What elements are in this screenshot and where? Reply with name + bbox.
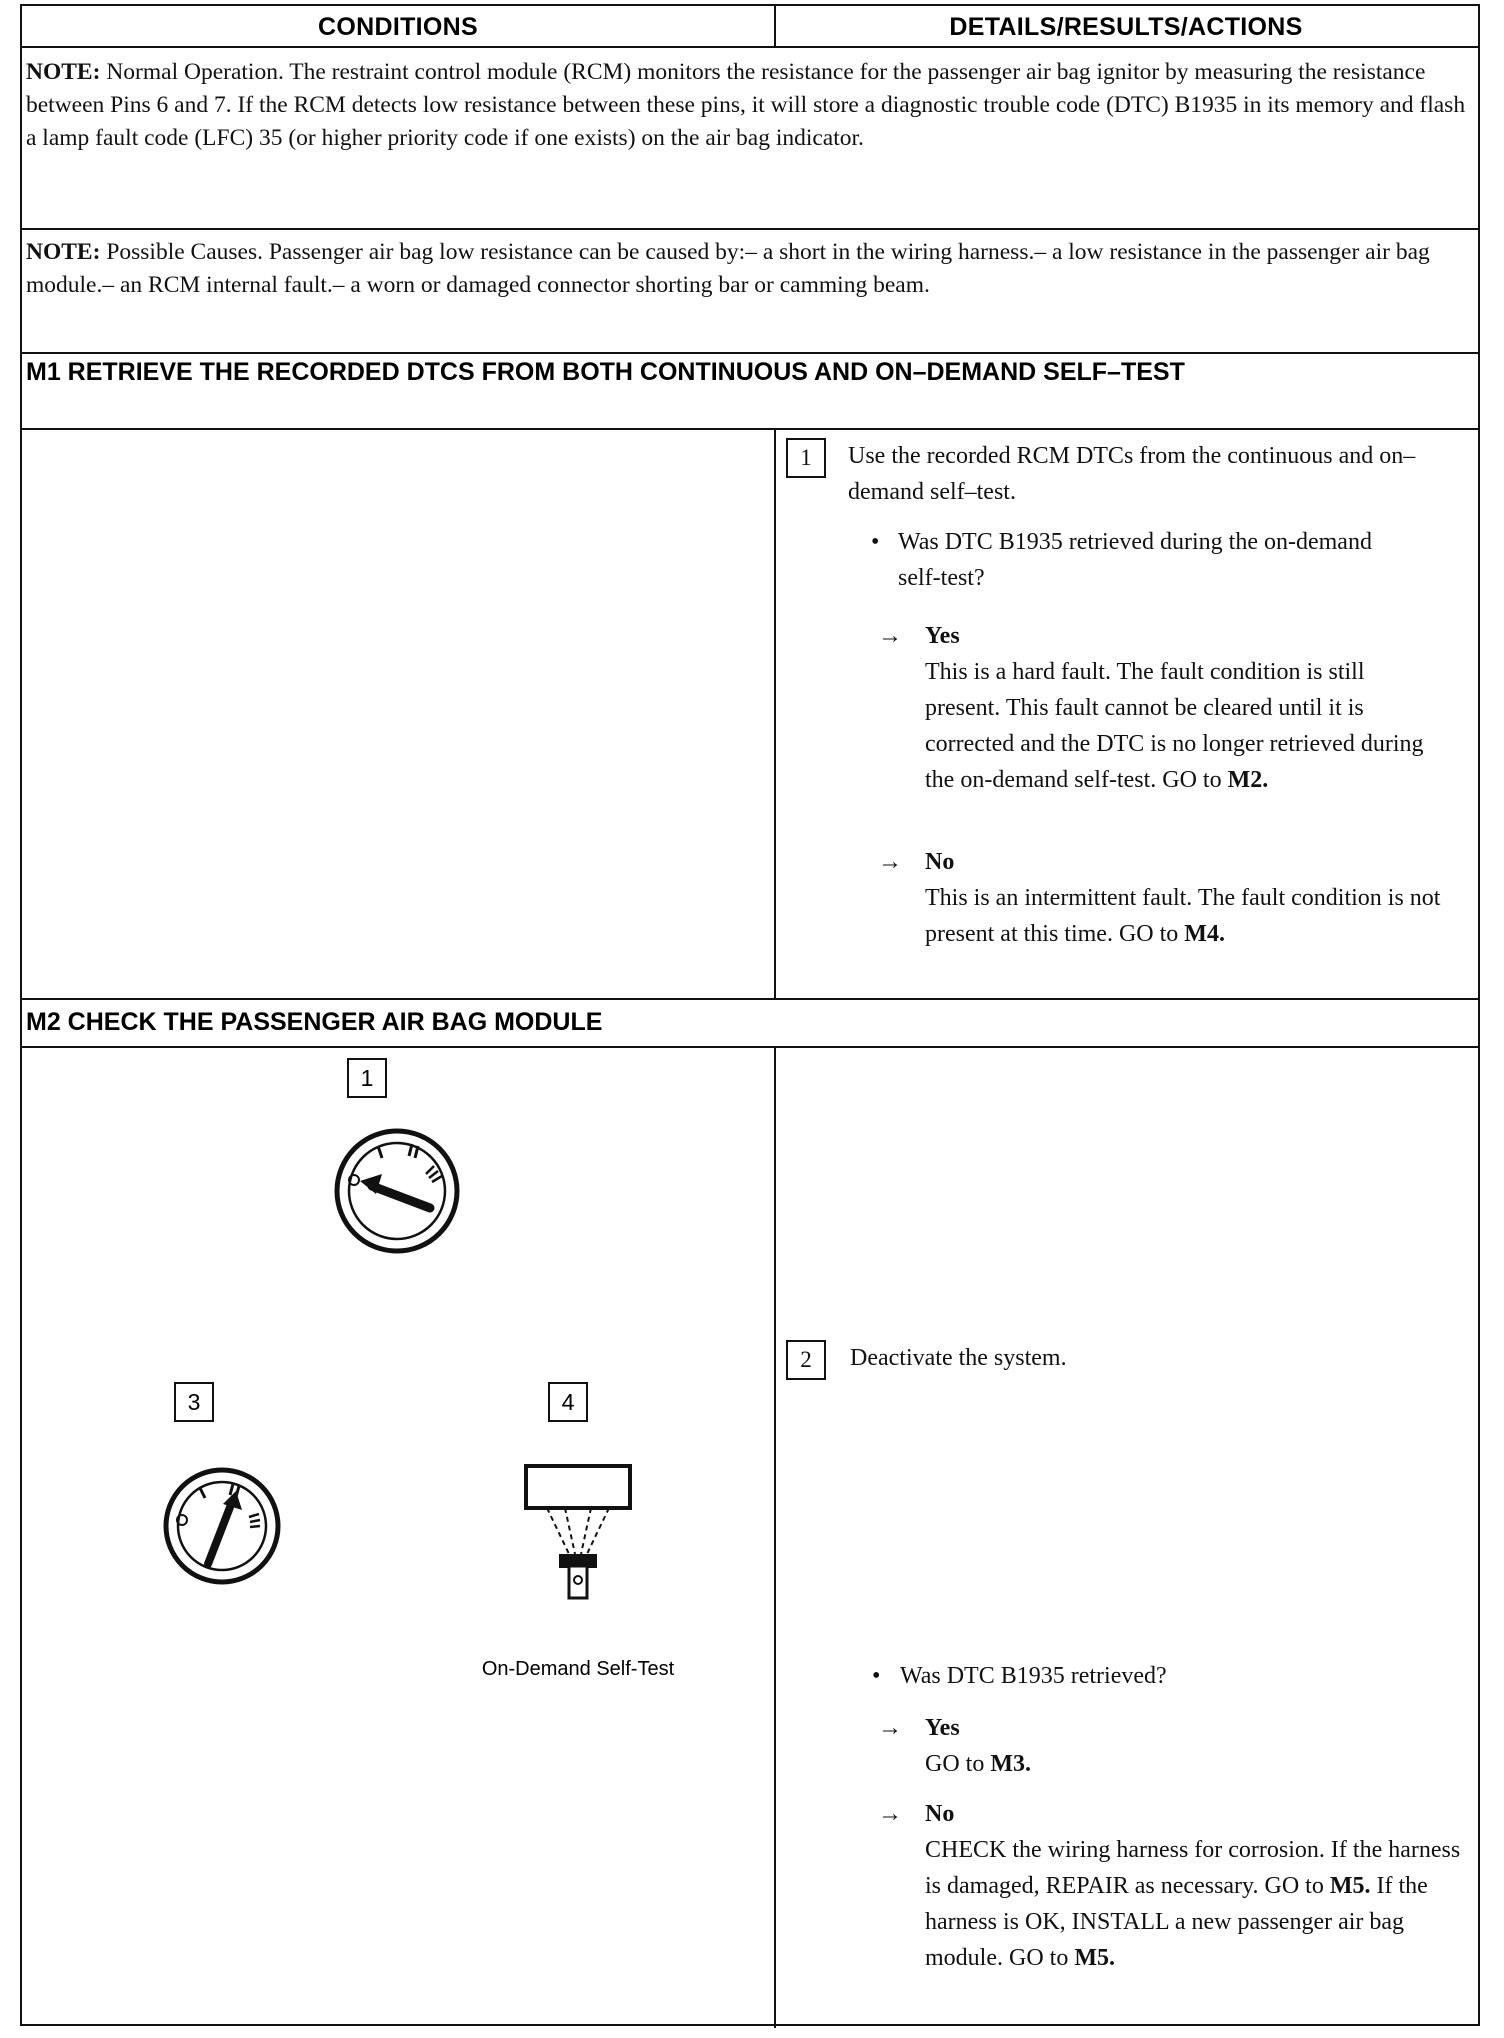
header-divider: [774, 6, 776, 48]
m2-no-ref-2: M5.: [1074, 1945, 1115, 1971]
m2-no-text: [925, 1832, 1469, 1976]
m1-yes-label: Yes: [925, 623, 960, 649]
m1-step-text: Use the recorded RCM DTCs from the continuous and on–demand self–test.: [848, 443, 1416, 505]
m2-title: M2 CHECK THE PASSENGER AIR BAG MODULE: [26, 1008, 603, 1036]
figure-label-4: 4: [548, 1382, 588, 1422]
m2-yes-ref: M3.: [990, 1751, 1031, 1777]
bullet-icon: •: [871, 529, 880, 555]
scan-tool-icon: [517, 1458, 641, 1608]
m1-question: Was DTC B1935 retrieved during the on-demand self-test?: [898, 529, 1372, 591]
arrow-right-icon: →: [878, 1801, 902, 1827]
m1-title-rule: [22, 428, 1478, 430]
note-text: Possible Causes. Passenger air bag low resistance can be caused by:– a short in the wiring harness.– a low resistance in the passenger air bag module.– an RCM internal fault.– a worn or damaged connector shorting bar or camming beam.: [26, 239, 1430, 298]
m2-no-body-1: CHECK the wiring harness for corrosion. If the harness is damaged, REPAIR as necessary. GO to: [925, 1837, 1461, 1899]
m2-question: Was DTC B1935 retrieved?: [900, 1663, 1167, 1689]
note-divider: [22, 228, 1478, 230]
figure-label-1: 1: [347, 1058, 387, 1098]
ignition-switch-run-icon: [160, 1464, 284, 1588]
figure-caption: On-Demand Self-Test: [481, 1658, 675, 1680]
m1-title: M1 RETRIEVE THE RECORDED DTCS FROM BOTH CONTINUOUS AND ON–DEMAND SELF–TEST: [26, 358, 1185, 386]
m2-no-label: No: [925, 1801, 955, 1827]
m2-yes-label: Yes: [925, 1715, 960, 1741]
figure-label-3: 3: [174, 1382, 214, 1422]
note-possible-causes: [22, 236, 1478, 302]
arrow-right-icon: →: [878, 1715, 902, 1741]
m1-no-label: No: [925, 849, 955, 875]
m2-step-number-box: 2: [786, 1340, 826, 1380]
header-conditions: CONDITIONS: [318, 12, 478, 41]
arrow-right-icon: →: [878, 623, 902, 649]
m2-yes-text: [925, 1746, 1445, 1782]
m1-no-text: [925, 880, 1465, 952]
m1-no-body: This is an intermittent fault. The fault condition is not present at this time. GO to: [925, 885, 1441, 947]
note-text: Normal Operation. The restraint control module (RCM) monitors the resistance for the passenger air bag ignitor by measuring the resistance between Pins 6 and 7. If the RCM detects low resistance between these pins, it will store a diagnostic trouble code (DTC) B1935 in its memory and flash a lamp fault code (LFC) 35 (or higher priority code if one exists) on the air bag indicator.: [26, 59, 1466, 151]
header-details: DETAILS/RESULTS/ACTIONS: [949, 12, 1303, 41]
m1-no-ref: M4.: [1184, 921, 1225, 947]
m1-yes-body: This is a hard fault. The fault condition is still present. This fault cannot be cleared until it is corrected and the DTC is no longer retrieved during the on-demand self-test. GO to: [925, 659, 1424, 793]
m2-step-text: Deactivate the system.: [850, 1345, 1067, 1371]
m1-column-divider: [774, 430, 776, 998]
m2-no-ref-1: M5.: [1329, 1873, 1371, 1899]
m1-yes-ref: M2.: [1227, 767, 1269, 793]
m2-column-divider: [774, 1048, 776, 2028]
header-rule: [22, 46, 1478, 48]
m2-no-body-2: If the harness is OK, INSTALL a new passenger air bag module. GO to: [925, 1873, 1428, 1971]
m1-step-number-box: 1: [786, 438, 826, 478]
m1-yes-text: [925, 654, 1445, 798]
bullet-icon: •: [872, 1663, 881, 1689]
m2-title-rule: [22, 1046, 1478, 1048]
m2-yes-body: GO to: [925, 1751, 991, 1777]
arrow-right-icon: →: [878, 849, 902, 875]
diagnostic-table: [20, 4, 1480, 2026]
note-label: NOTE:: [26, 59, 101, 85]
note-normal-operation: [22, 56, 1478, 155]
ignition-switch-off-icon: [330, 1124, 464, 1258]
note-label: NOTE:: [26, 239, 101, 265]
